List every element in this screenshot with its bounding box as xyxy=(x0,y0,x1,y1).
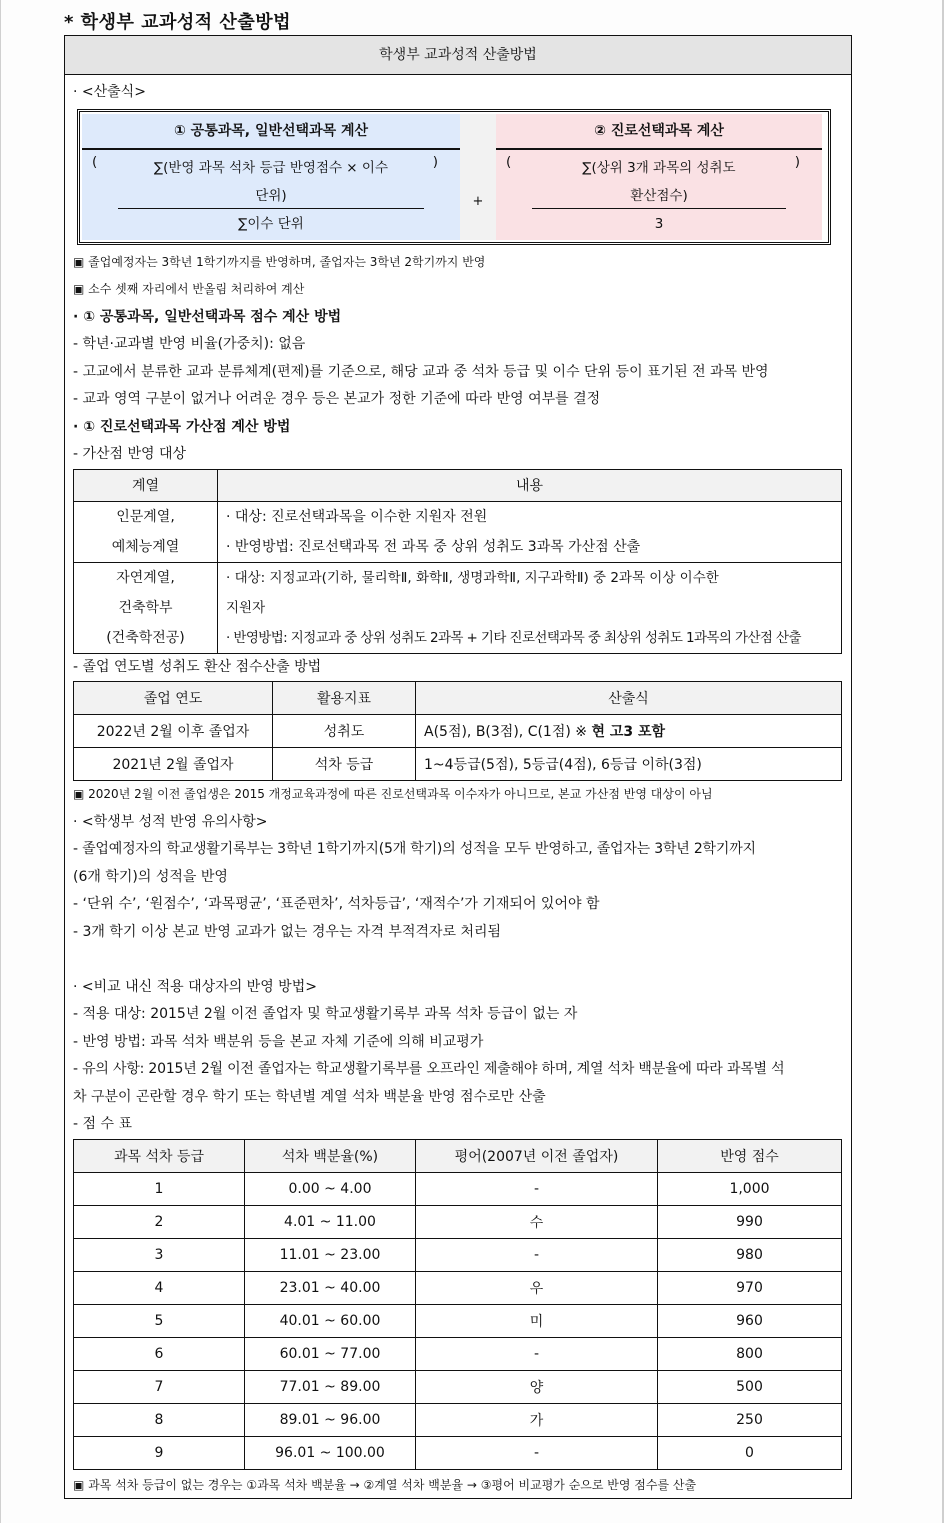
table-row: 4 23.01 ~ 40.00 우 970 xyxy=(74,1271,842,1304)
page-edge-left xyxy=(0,0,1,1523)
table-row: 8 89.01 ~ 96.00 가 250 xyxy=(74,1403,842,1436)
numerator-line2: 환산점수) xyxy=(630,187,688,204)
track-name: 건축학부 xyxy=(118,599,173,616)
caution-item: - 졸업예정자의 학교생활기록부는 3학년 1학기까지(5개 학기)의 성적을 모두 반영하고, 졸업자는 3학년 2학기까지 xyxy=(73,841,756,857)
cautions-heading: · <학생부 성적 반영 유의사항> xyxy=(73,813,268,830)
score-table-header: 반영 점수 xyxy=(658,1139,842,1172)
grade-calculation-box xyxy=(64,35,852,1499)
year-table-header: 활용지표 xyxy=(273,682,416,715)
conversion-formula: A(5점), B(3점), C(1점) ※ 현 고3 포함 xyxy=(416,715,842,748)
formula-left-numerator xyxy=(82,150,460,208)
year-table xyxy=(73,681,842,781)
paren-open: ( xyxy=(506,153,512,170)
spacer xyxy=(73,946,843,974)
year-conversion-label: - 졸업 연도별 성취도 환산 점수산출 방법 xyxy=(73,658,322,675)
paren-open: ( xyxy=(92,153,98,170)
table-row: 6 60.01 ~ 77.00 - 800 xyxy=(74,1337,842,1370)
score-table-body xyxy=(74,1172,842,1469)
formula-left-title: ① 공통과목, 일반선택과목 계산 xyxy=(82,114,460,150)
table-row xyxy=(74,562,842,653)
comparative-heading: · <비교 내신 적용 대상자의 반영 방법> xyxy=(73,978,317,995)
comparative-item: - 유의 사항: 2015년 2월 이전 졸업자는 학교생활기록부를 오프라인 제출해야 하며, 계열 석차 백분율에 따라 과목별 석 xyxy=(73,1061,785,1077)
table-row: 3 11.01 ~ 23.00 - 980 xyxy=(74,1238,842,1271)
formula-right-career-subjects xyxy=(496,114,822,240)
paren-close: ) xyxy=(794,153,800,170)
comparative-item: 차 구분이 곤란할 경우 학기 또는 학년별 계열 석차 백분율 반영 점수로만 산출 xyxy=(73,1088,546,1105)
score-table-header: 과목 석차 등급 xyxy=(74,1139,245,1172)
track-content: · 대상: 진로선택과목을 이수한 지원자 전원 xyxy=(226,508,488,525)
note-rounding: ▣ 소수 셋째 자리에서 반올림 처리하여 계산 xyxy=(73,282,305,296)
numerator-line2: 단위) xyxy=(255,187,287,204)
formula-box xyxy=(77,109,831,245)
table-row xyxy=(74,748,842,781)
numerator-line1: ∑(반영 과목 석차 등급 반영점수 × 이수 xyxy=(154,159,388,176)
table-row: 2 4.01 ~ 11.00 수 990 xyxy=(74,1205,842,1238)
track-name: 인문계열, xyxy=(116,508,175,525)
track-name: (건축학전공) xyxy=(106,629,185,646)
track-content: · 반영방법: 지정교과 중 상위 성취도 2과목 + 기타 진로선택과목 중 최상위 성취도 1과목의 가산점 산출 xyxy=(226,629,801,646)
box-header: 학생부 교과성적 산출방법 xyxy=(65,36,851,75)
plus-operator: + xyxy=(472,193,484,209)
table-row: 9 96.01 ~ 100.00 - 0 xyxy=(74,1436,842,1469)
conversion-formula: 1~4등급(5점), 5등급(4점), 6등급 이하(3점) xyxy=(416,748,842,781)
table-row: 7 77.01 ~ 89.00 양 500 xyxy=(74,1370,842,1403)
formula-right-denominator: 3 xyxy=(654,215,664,232)
year-table-header: 졸업 연도 xyxy=(74,682,273,715)
formula-operator-column xyxy=(460,114,496,240)
track-content: · 반영방법: 진로선택과목 전 과목 중 상위 성취도 3과목 가산점 산출 xyxy=(226,538,641,555)
comparative-item: - 반영 방법: 과목 석차 백분위 등을 본교 자체 기준에 의해 비교평가 xyxy=(73,1033,484,1050)
score-table xyxy=(73,1139,842,1470)
note-pre-2020: ▣ 2020년 2월 이전 졸업생은 2015 개정교육과정에 따른 진로선택과목 이수자가 아니므로, 본교 가산점 반영 대상이 아님 xyxy=(73,787,713,801)
track-name: 예체능계열 xyxy=(111,538,180,555)
track-table xyxy=(73,469,842,654)
page-title: * 학생부 교과성적 산출방법 xyxy=(64,12,291,33)
track-name: 자연계열, xyxy=(116,569,175,586)
bonus-target-label: - 가산점 반영 대상 xyxy=(73,446,187,462)
formula-right-title: ② 진로선택과목 계산 xyxy=(496,114,822,150)
score-table-header: 평어(2007년 이전 졸업자) xyxy=(416,1139,658,1172)
caution-item: - 3개 학기 이상 본교 반영 교과가 없는 경우는 자격 부적격자로 처리됨 xyxy=(73,923,502,940)
index-type: 석차 등급 xyxy=(273,748,416,781)
section1-item: - 고교에서 분류한 교과 분류체계(편제)를 기준으로, 해당 교과 중 석차 등급 및 이수 단위 등이 표기된 전 과목 반영 xyxy=(73,363,769,380)
score-table-label: - 점 수 표 xyxy=(73,1116,132,1132)
table-row: 1 0.00 ~ 4.00 - 1,000 xyxy=(74,1172,842,1205)
section1-item: - 교과 영역 구분이 없거나 어려운 경우 등은 본교가 정한 기준에 따라 반영 여부를 결정 xyxy=(73,391,601,407)
year-table-header: 산출식 xyxy=(416,682,842,715)
table-row: 5 40.01 ~ 60.00 미 960 xyxy=(74,1304,842,1337)
caution-item: (6개 학기)의 성적을 반영 xyxy=(73,868,228,885)
note-no-rank-grade: ▣ 과목 석차 등급이 없는 경우는 ①과목 석차 백분율 → ②계열 석차 백분율 → ③평어 비교평가 순으로 반영 점수를 산출 xyxy=(73,1477,697,1492)
index-type: 성취도 xyxy=(273,715,416,748)
score-table-header: 석차 백분율(%) xyxy=(245,1139,416,1172)
formula-left-general-subjects xyxy=(82,114,460,240)
table-row xyxy=(74,715,842,748)
graduation-year: 2021년 2월 졸업자 xyxy=(74,748,273,781)
track-table-header: 계열 xyxy=(74,469,218,501)
section2-heading: · ① 진로선택과목 가산점 계산 방법 xyxy=(73,418,291,435)
caution-item: - ‘단위 수’, ‘원점수’, ‘과목평균’, ‘표준편차’, 석차등급’, ‘재적수’가 기재되어 있어야 함 xyxy=(73,896,600,912)
note-reflection-period: ▣ 졸업예정자는 3학년 1학기까지를 반영하며, 졸업자는 3학년 2학기까지 반영 xyxy=(73,254,486,269)
track-content: 지원자 xyxy=(226,599,266,616)
paren-close: ) xyxy=(432,153,438,170)
table-row xyxy=(74,501,842,562)
comparative-item: - 적용 대상: 2015년 2월 이전 졸업자 및 학교생활기록부 과목 석차 등급이 없는 자 xyxy=(73,1006,578,1022)
formula-left-denominator: ∑이수 단위 xyxy=(238,215,304,232)
box-content xyxy=(65,75,851,1499)
section1-item: - 학년·교과별 반영 비율(가중치): 없음 xyxy=(73,336,306,352)
track-content: · 대상: 지정교과(기하, 물리학Ⅱ, 화학Ⅱ, 생명과학Ⅱ, 지구과학Ⅱ) 중 2과목 이상 이수한 xyxy=(226,569,719,586)
graduation-year: 2022년 2월 이후 졸업자 xyxy=(74,715,273,748)
formula-right-numerator xyxy=(496,150,822,208)
section1-heading: · ① 공통과목, 일반선택과목 점수 계산 방법 xyxy=(73,308,342,325)
formula-label: · <산출식> xyxy=(73,84,146,100)
emphasis-text: 현 고3 포함 xyxy=(591,724,666,740)
numerator-line1: ∑(상위 3개 과목의 성취도 xyxy=(582,159,736,176)
track-table-header: 내용 xyxy=(218,469,842,501)
